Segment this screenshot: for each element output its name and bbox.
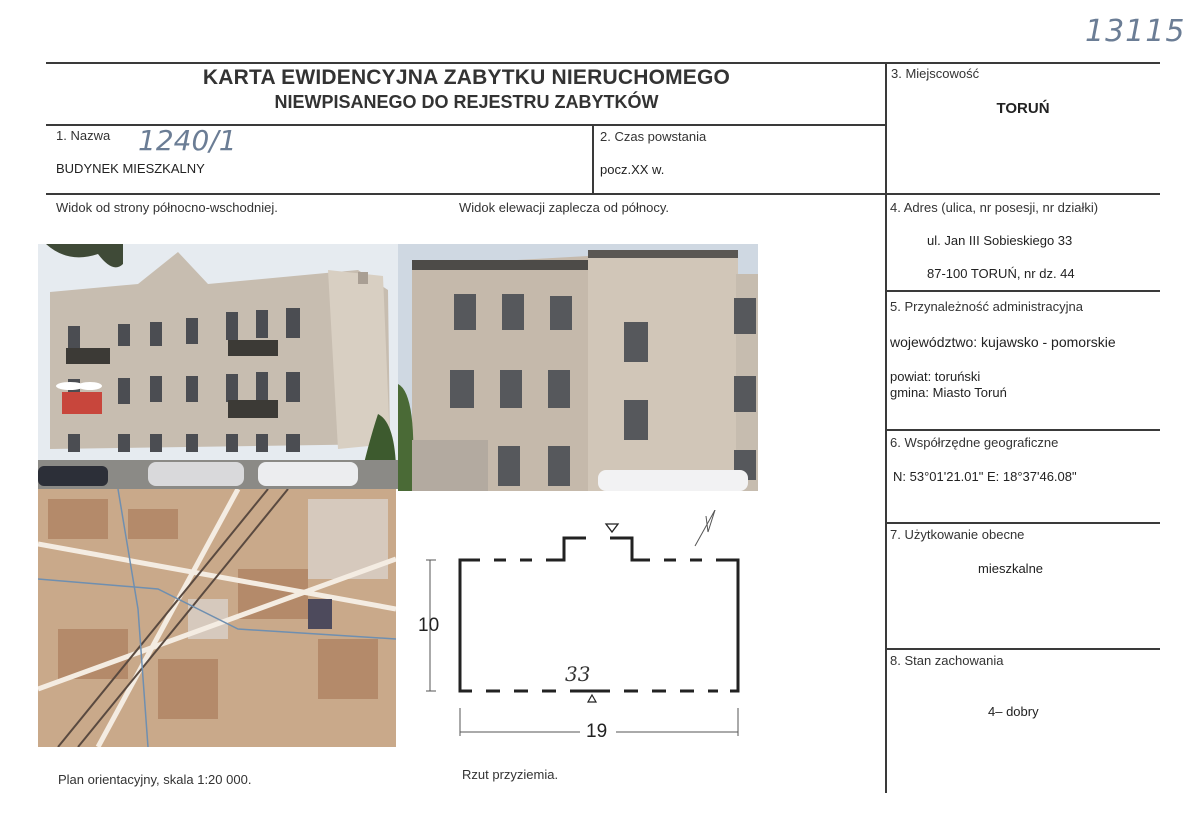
address-label: 4. Adres (ulica, nr posesji, nr działki) bbox=[890, 200, 1099, 215]
photo2-caption: Widok elewacji zaplecza od północy. bbox=[459, 200, 670, 215]
sep-admin bbox=[886, 429, 1160, 431]
coords-value: N: 53°01'21.01" E: 18°37'46.08" bbox=[893, 469, 1077, 484]
plan-depth-label: 10 bbox=[418, 615, 440, 636]
inventory-number: 13115 bbox=[1085, 14, 1186, 49]
coords-label: 6. Współrzędne geograficzne bbox=[890, 435, 1059, 450]
orientation-map bbox=[38, 489, 396, 747]
condition-label: 8. Stan zachowania bbox=[890, 653, 1004, 668]
address-street: ul. Jan III Sobieskiego 33 bbox=[927, 233, 1073, 248]
photo1-caption: Widok od strony północno-wschodniej. bbox=[56, 200, 278, 215]
usage-label: 7. Użytkowanie obecne bbox=[890, 527, 1025, 542]
name-time-divider bbox=[592, 124, 594, 193]
photo-rear-elevation bbox=[398, 244, 758, 491]
condition-value: 4– dobry bbox=[988, 704, 1039, 719]
card-subtitle: NIEWPISANEGO DO REJESTRU ZABYTKÓW bbox=[274, 92, 659, 112]
plan-house-number: 33 bbox=[565, 662, 591, 686]
name-label: 1. Nazwa bbox=[56, 128, 111, 143]
address-city: 87-100 TORUŃ, nr dz. 44 bbox=[927, 266, 1075, 281]
name-value: BUDYNEK MIESZKALNY bbox=[56, 161, 205, 176]
sep-coords bbox=[886, 522, 1160, 524]
photo-northeast-view bbox=[38, 244, 398, 489]
sep-usage bbox=[886, 648, 1160, 650]
place-value: TORUŃ bbox=[996, 100, 1050, 117]
admin-commune: gmina: Miasto Toruń bbox=[890, 385, 1007, 400]
map-caption: Plan orientacyjny, skala 1:20 000. bbox=[58, 772, 252, 787]
ground-floor-plan bbox=[410, 510, 755, 750]
usage-value: mieszkalne bbox=[978, 561, 1044, 576]
name-row-bottom bbox=[46, 193, 1160, 195]
card-title: KARTA EWIDENCYJNA ZABYTKU NIERUCHOMEGO bbox=[202, 66, 731, 89]
admin-county: powiat: toruński bbox=[890, 369, 981, 384]
place-label: 3. Miejscowość bbox=[891, 66, 980, 81]
sep-address bbox=[886, 290, 1160, 292]
admin-label: 5. Przynależność administracyjna bbox=[890, 299, 1083, 314]
plan-width-label: 19 bbox=[586, 721, 608, 742]
right-column-divider bbox=[885, 62, 887, 793]
plan-caption: Rzut przyziemia. bbox=[462, 767, 559, 782]
top-border bbox=[46, 62, 1160, 64]
name-handwritten-number: 1240/1 bbox=[138, 124, 237, 157]
time-value: pocz.XX w. bbox=[600, 162, 665, 177]
admin-voivodeship: województwo: kujawsko - pomorskie bbox=[890, 334, 1116, 350]
time-label: 2. Czas powstania bbox=[600, 129, 707, 144]
